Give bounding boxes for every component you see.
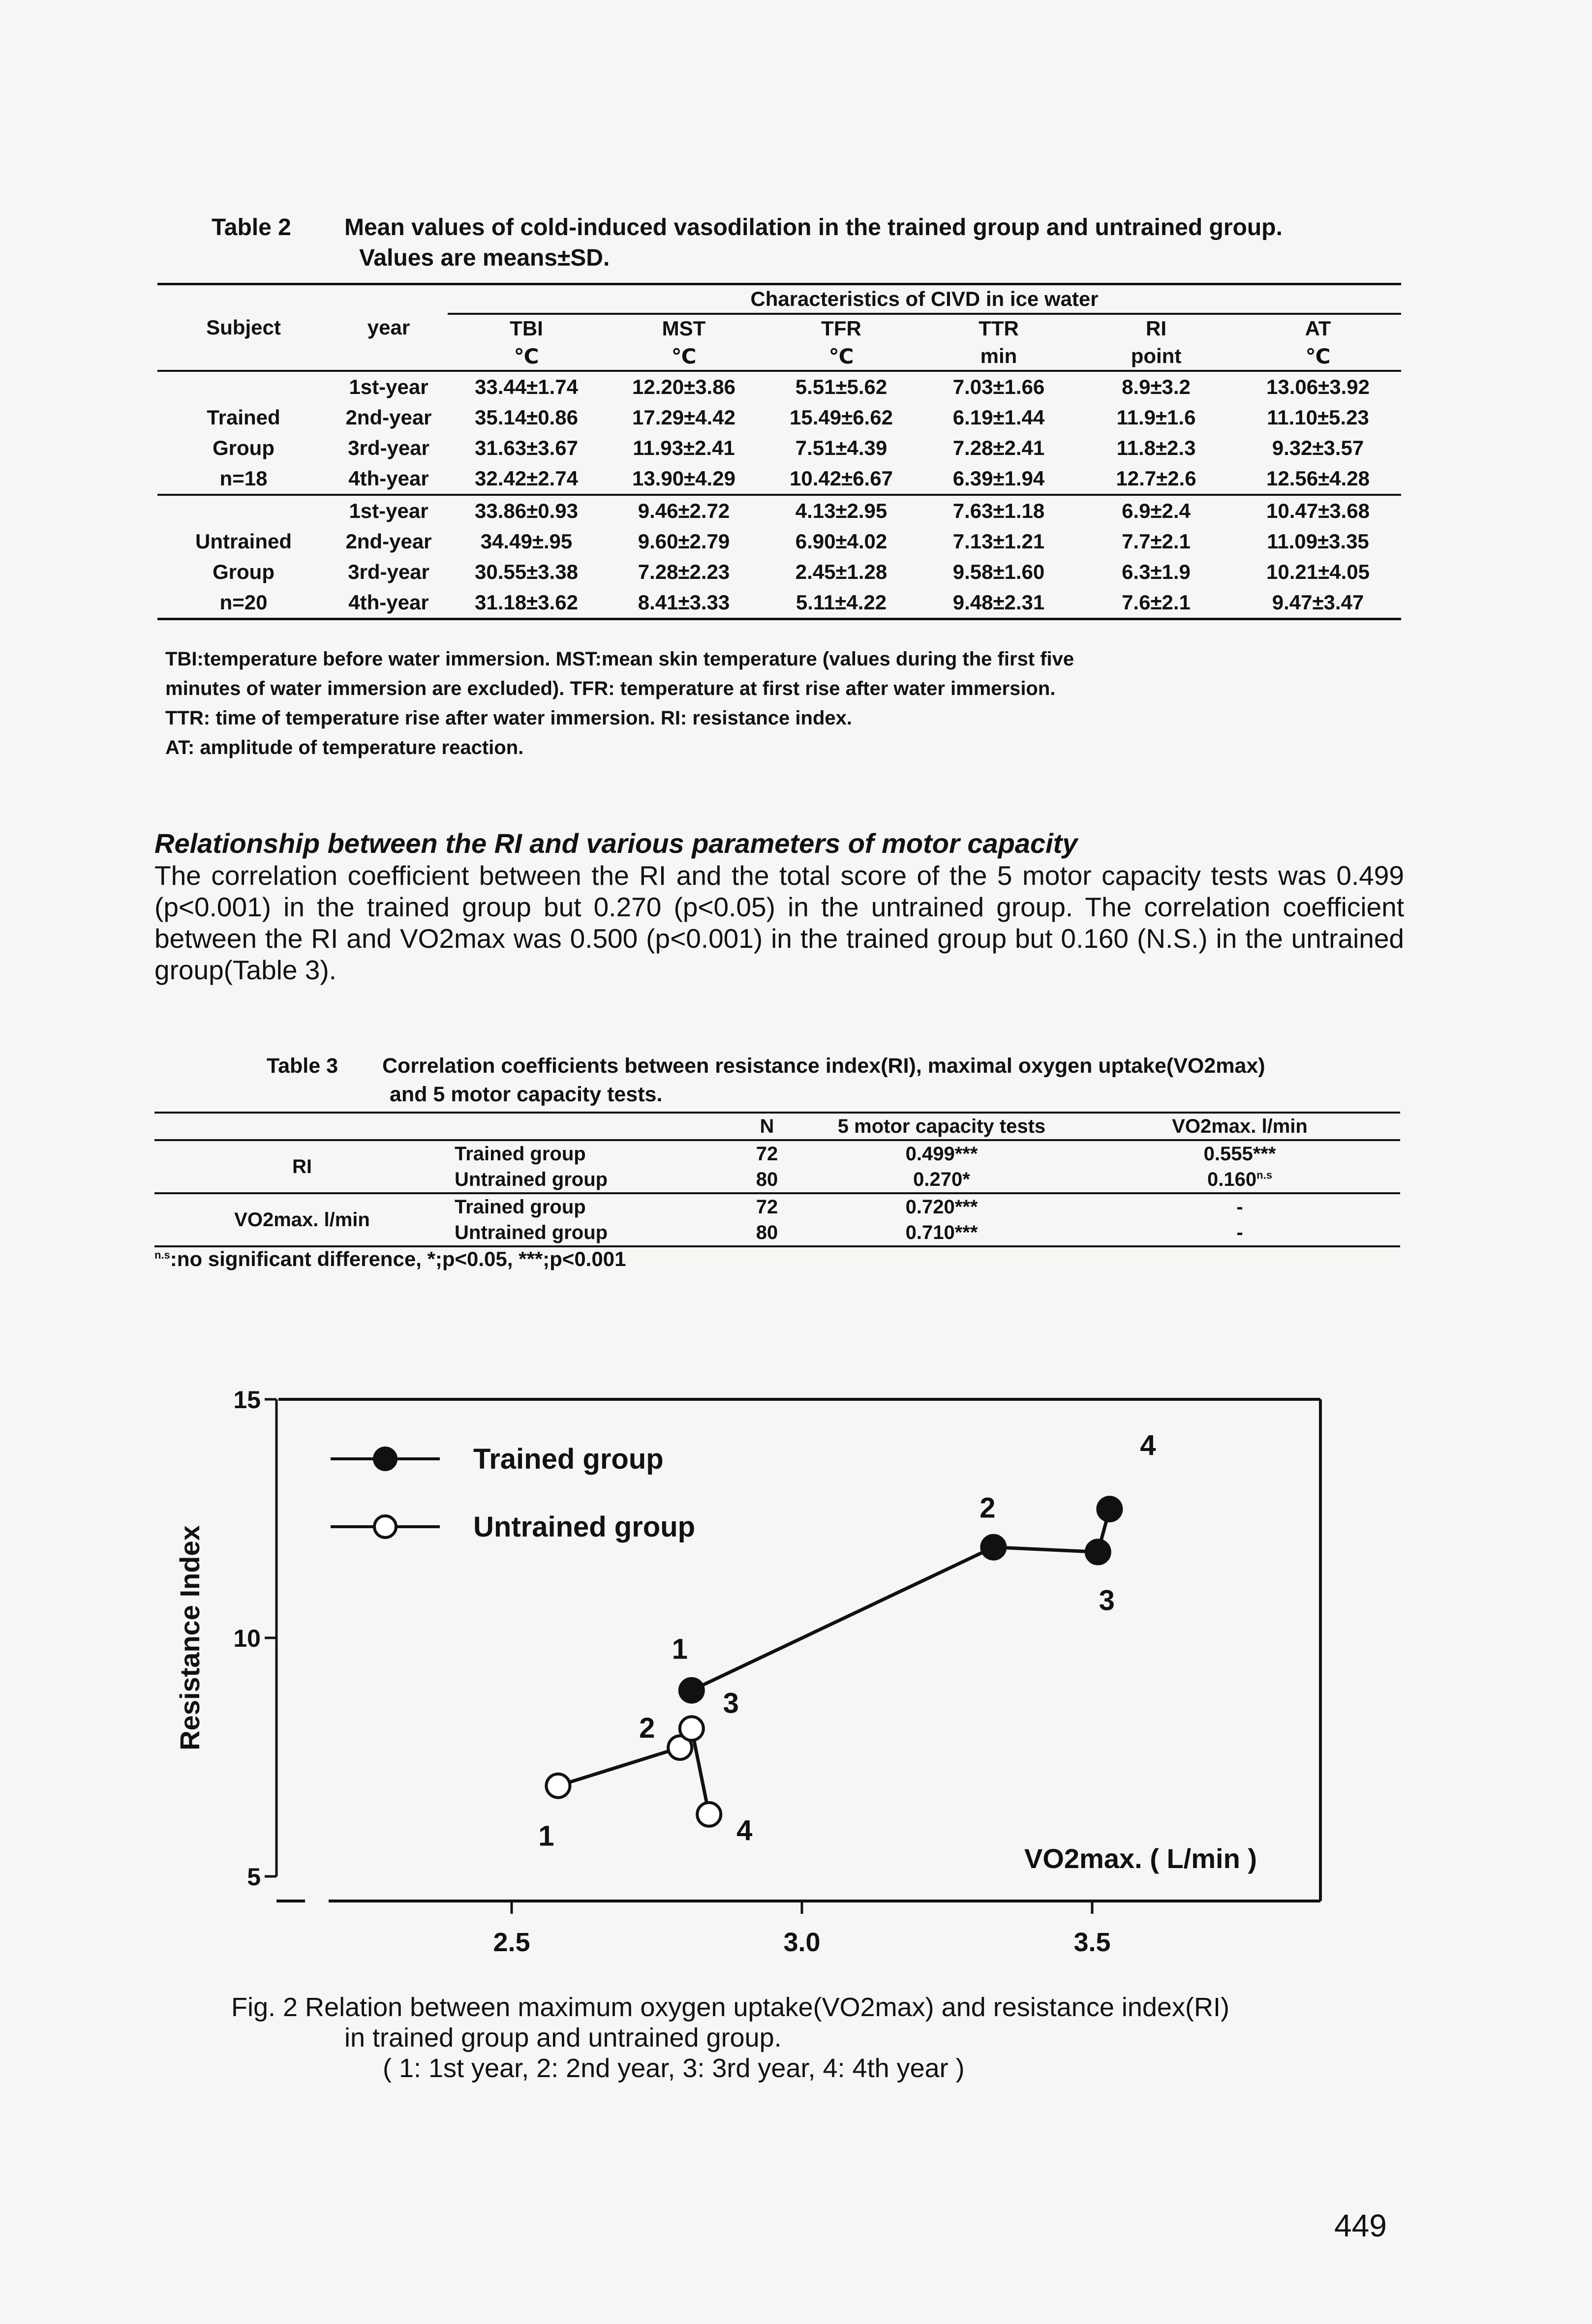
t2-year-cell: 1st-year xyxy=(330,495,448,526)
t3-vo2-cell: 0.555*** xyxy=(1203,1143,1276,1165)
t3-n-cell: 72 xyxy=(756,1196,778,1218)
page-number: 449 xyxy=(1334,2208,1387,2243)
t3-n-cell: 80 xyxy=(756,1221,778,1243)
data-point-label: 2 xyxy=(639,1712,655,1745)
t2-value-cell: 2.45±1.28 xyxy=(795,560,888,583)
t2-col-header: RI xyxy=(1146,317,1166,340)
t2-year-cell: 2nd-year xyxy=(345,530,432,553)
t3-vo2-cell: - xyxy=(1236,1196,1243,1218)
t2-year-cell: 4th-year xyxy=(330,587,448,619)
x-tick-label: 2.5 xyxy=(493,1928,530,1957)
t3-n-cell: 80 xyxy=(756,1168,778,1190)
t2-col-unit: point xyxy=(1077,342,1235,371)
t2-value-cell: 7.28±2.41 xyxy=(952,436,1045,459)
legend-label: Untrained group xyxy=(473,1511,696,1543)
data-point-filled xyxy=(981,1536,1005,1559)
t2-value-cell: 10.42±6.67 xyxy=(790,467,893,490)
t2-group-label: Untrained xyxy=(195,530,292,553)
t3-header-motor: 5 motor capacity tests xyxy=(837,1115,1046,1137)
t2-footnote: TTR: time of temperature rise after water immersion. RI: resistance index. xyxy=(165,707,852,729)
t3-motor-cell: 0.499*** xyxy=(905,1143,978,1165)
t2-value-cell: 34.49±.95 xyxy=(480,530,573,553)
t2-value-cell: 32.42±2.74 xyxy=(475,467,578,490)
data-point-label: 3 xyxy=(723,1687,739,1720)
data-point-filled xyxy=(1098,1497,1121,1521)
t2-footnote: TBI:temperature before water immersion. MST:mean skin temperature (values during the first five xyxy=(165,648,1074,670)
t3-footnote-sup: n.s xyxy=(154,1249,170,1261)
t2-value-cell: 7.28±2.23 xyxy=(638,560,730,583)
t2-value-cell: 6.3±1.9 xyxy=(1122,560,1191,583)
t2-group-label: n=20 xyxy=(157,587,330,619)
t2-value-cell: 13.90±4.29 xyxy=(632,467,735,490)
t2-value-cell: 31.18±3.62 xyxy=(448,587,605,619)
t2-footnote: AT: amplitude of temperature reaction. xyxy=(165,737,524,758)
x-tick-label: 3.5 xyxy=(1073,1928,1111,1957)
t3-group-cell: Untrained group xyxy=(455,1168,608,1190)
t2-value-cell: 9.58±1.60 xyxy=(952,560,1045,583)
t2-value-cell: 12.20±3.86 xyxy=(605,371,763,402)
legend-label: Trained group xyxy=(473,1443,664,1475)
data-point-label: 1 xyxy=(672,1633,688,1665)
data-point-filled xyxy=(1086,1540,1110,1564)
x-axis-label: VO2max. ( L/min ) xyxy=(1024,1843,1257,1874)
t3-footnote-text: :no significant difference, *;p<0.05, ***;p<0.001 xyxy=(170,1247,626,1270)
t2-year-cell: 1st-year xyxy=(330,371,448,402)
t2-value-cell: 7.51±4.39 xyxy=(795,436,888,459)
t3-block-name: RI xyxy=(292,1155,312,1177)
t2-value-cell: 9.60±2.79 xyxy=(638,530,730,553)
t2-value-cell: 8.9±3.2 xyxy=(1077,371,1235,402)
t2-subject-header: Subject xyxy=(157,284,330,371)
data-point-label: 4 xyxy=(736,1814,753,1846)
t2-value-cell: 11.8±2.3 xyxy=(1116,436,1196,459)
t3-block-name: VO2max. l/min xyxy=(234,1208,370,1231)
t2-value-cell: 31.63±3.67 xyxy=(475,436,578,459)
table2-title-line2: Values are means±SD. xyxy=(359,245,610,271)
t2-value-cell: 5.11±4.22 xyxy=(763,587,920,619)
t2-year-cell: 4th-year xyxy=(348,467,429,490)
t2-value-cell: 11.09±3.35 xyxy=(1267,530,1369,553)
t2-year-cell: 2nd-year xyxy=(345,406,432,429)
t3-vo2-cell: $0.160^{n.s}$ xyxy=(1207,1168,1272,1190)
t3-n-cell: 72 xyxy=(756,1143,778,1165)
t3-vo2-sup: n.s xyxy=(1256,1169,1272,1181)
t3-group-cell: Trained group xyxy=(455,1196,586,1218)
t2-value-cell: 9.48±2.31 xyxy=(920,587,1077,619)
y-axis-label: Resistance Index xyxy=(174,1525,205,1751)
t3-motor-cell: 0.710*** xyxy=(905,1221,978,1243)
t2-col-unit: ℃ xyxy=(448,342,605,371)
y-tick-label: 5 xyxy=(247,1863,261,1891)
t2-col-unit: ℃ xyxy=(605,342,763,371)
fig-caption-line2: in trained group and untrained group. xyxy=(344,2023,782,2052)
t2-value-cell: 5.51±5.62 xyxy=(763,371,920,402)
data-point-open xyxy=(697,1803,721,1826)
t2-year-cell: 3rd-year xyxy=(348,436,429,459)
t2-value-cell: 7.13±1.21 xyxy=(952,530,1045,553)
x-tick-label: 3.0 xyxy=(783,1928,821,1957)
section-heading: Relationship between the RI and various parameters of motor capacity xyxy=(154,828,1078,859)
table2-title-line1: Mean values of cold-induced vasodilation in the trained group and untrained group. xyxy=(344,214,1283,241)
t3-vo2-cell: - xyxy=(1236,1221,1243,1243)
table3-title-line1: Correlation coefficients between resistance index(RI), maximal oxygen uptake(VO2max) xyxy=(382,1054,1265,1078)
t2-value-cell: 11.10±5.23 xyxy=(1267,406,1369,429)
t2-value-cell: 12.7±2.6 xyxy=(1116,467,1196,490)
t2-value-cell: 6.39±1.94 xyxy=(952,467,1045,490)
t2-group-label: n=18 xyxy=(219,467,268,490)
t2-footnote: minutes of water immersion are excluded). TFR: temperature at first rise after water immersion. xyxy=(165,678,1056,699)
data-point-label: 3 xyxy=(1099,1584,1115,1617)
t2-value-cell: 9.32±3.57 xyxy=(1272,436,1364,459)
t2-value-cell: 7.03±1.66 xyxy=(920,371,1077,402)
t2-value-cell: 11.9±1.6 xyxy=(1116,406,1196,429)
t2-group-label: Group xyxy=(213,436,275,459)
fig-caption-line1: Fig. 2 Relation between maximum oxygen uptake(VO2max) and resistance index(RI) xyxy=(231,1992,1229,2022)
series-line xyxy=(692,1509,1110,1690)
y-tick-label: 15 xyxy=(233,1386,261,1414)
y-tick-label: 10 xyxy=(233,1625,261,1652)
t3-header-vo2: VO2max. l/min xyxy=(1172,1115,1308,1137)
legend-marker-open xyxy=(374,1516,396,1538)
t2-group-label: Trained xyxy=(207,406,280,429)
data-point-label: 1 xyxy=(538,1820,554,1852)
t2-value-cell: 7.7±2.1 xyxy=(1122,530,1191,553)
t2-col-header: TTR xyxy=(979,317,1019,340)
table3-title-line2: and 5 motor capacity tests. xyxy=(390,1083,663,1106)
legend-marker-filled xyxy=(374,1448,396,1470)
t2-value-cell: 4.13±2.95 xyxy=(763,495,920,526)
t2-value-cell: 8.41±3.33 xyxy=(605,587,763,619)
t2-value-cell: 6.90±4.02 xyxy=(795,530,888,553)
data-point-filled xyxy=(680,1679,704,1702)
t2-value-cell: 6.9±2.4 xyxy=(1077,495,1235,526)
t2-value-cell: 6.19±1.44 xyxy=(952,406,1045,429)
t3-motor-cell: 0.270* xyxy=(913,1168,970,1190)
t2-value-cell: 7.63±1.18 xyxy=(920,495,1077,526)
t2-value-cell: 10.21±4.05 xyxy=(1266,560,1370,583)
t2-col-unit: ℃ xyxy=(1235,342,1401,371)
t2-col-header: TFR xyxy=(821,317,861,340)
t2-col-header: MST xyxy=(662,317,706,340)
t2-value-cell: 7.6±2.1 xyxy=(1077,587,1235,619)
t2-value-cell: 9.46±2.72 xyxy=(605,495,763,526)
t2-col-unit: min xyxy=(920,342,1077,371)
t2-value-cell: 30.55±3.38 xyxy=(475,560,578,583)
data-point-open xyxy=(546,1774,570,1798)
t3-group-cell: Trained group xyxy=(455,1143,586,1165)
t2-value-cell: 10.47±3.68 xyxy=(1235,495,1401,526)
t2-value-cell: 15.49±6.62 xyxy=(790,406,893,429)
t2-value-cell: 11.93±2.41 xyxy=(633,436,735,459)
t2-value-cell: 13.06±3.92 xyxy=(1235,371,1401,402)
t3-motor-cell: 0.720*** xyxy=(905,1196,978,1218)
section-body: The correlation coefficient between the RI and the total score of the 5 motor capacity tests was 0.499 (p<0.001) in the trained group but 0.270 (p<0.05) in the untrained group. The correlation coefficient between the RI and VO2max was 0.500 (p<0.001) in the trained group but 0.160 (N.S.) in the untrained group(Table 3). xyxy=(154,860,1404,985)
t2-value-cell: 17.29±4.42 xyxy=(632,406,735,429)
data-point-label: 4 xyxy=(1140,1429,1156,1462)
data-point-open xyxy=(680,1717,704,1740)
table3-label: Table 3 xyxy=(267,1054,338,1078)
t2-group-label: Group xyxy=(213,560,275,583)
t2-value-cell: 33.86±0.93 xyxy=(448,495,605,526)
t3-group-cell: Untrained group xyxy=(455,1221,608,1243)
fig-caption-line3: ( 1: 1st year, 2: 2nd year, 3: 3rd year, 4: 4th year ) xyxy=(383,2053,965,2083)
t2-year-cell: 3rd-year xyxy=(348,560,429,583)
t2-col-header: TBI xyxy=(510,317,543,340)
figure-caption xyxy=(231,1992,1412,2083)
t2-value-cell: 33.44±1.74 xyxy=(448,371,605,402)
t2-value-cell: 12.56±4.28 xyxy=(1266,467,1370,490)
t2-year-header: year xyxy=(330,284,448,371)
t3-header-n: N xyxy=(760,1115,774,1137)
data-point-label: 2 xyxy=(980,1492,996,1524)
t2-group-header: Characteristics of CIVD in ice water xyxy=(448,284,1401,314)
t2-col-unit: ℃ xyxy=(763,342,920,371)
t2-value-cell: 9.47±3.47 xyxy=(1235,587,1401,619)
table2-label: Table 2 xyxy=(212,214,291,241)
t2-col-header: AT xyxy=(1305,317,1331,340)
t2-value-cell: 35.14±0.86 xyxy=(475,406,578,429)
